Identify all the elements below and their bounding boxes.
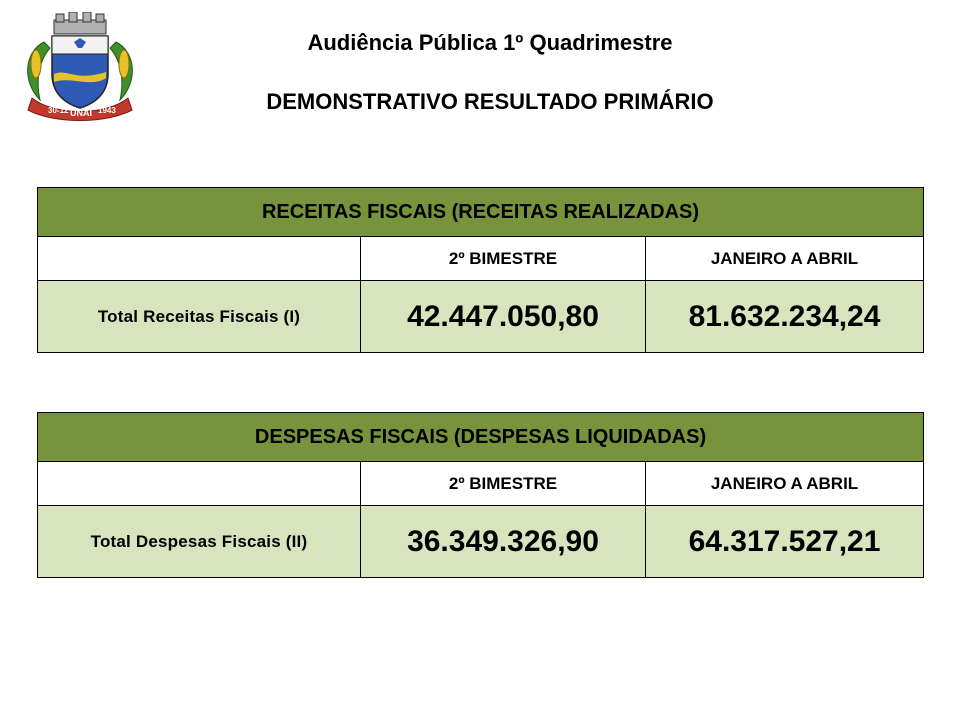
despesas-empty-header-cell (38, 462, 361, 506)
despesas-column-header-row (38, 462, 924, 506)
ribbon-center-text: UNAÍ (70, 108, 92, 118)
page-subtitle: DEMONSTRATIVO RESULTADO PRIMÁRIO (266, 89, 714, 114)
receitas-total-row (38, 281, 924, 353)
despesas-total-row (38, 506, 924, 578)
receitas-value-janeiro-abril: 81.632.234,24 (646, 281, 924, 353)
receitas-col-janeiro-abril: JANEIRO A ABRIL (646, 237, 924, 281)
receitas-row-label: Total Receitas Fiscais (I) (38, 281, 361, 353)
receitas-value-bimestre: 42.447.050,80 (361, 281, 646, 353)
despesas-col-janeiro-abril: JANEIRO A ABRIL (646, 462, 924, 506)
ribbon-right-text: 1943 (98, 106, 116, 115)
receitas-header-row (38, 188, 924, 237)
despesas-value-janeiro-abril: 64.317.527,21 (646, 506, 924, 578)
receitas-heading: RECEITAS FISCAIS (RECEITAS REALIZADAS) (38, 188, 924, 237)
despesas-value-bimestre: 36.349.326,90 (361, 506, 646, 578)
coat-of-arms-logo (14, 12, 146, 122)
receitas-empty-header-cell (38, 237, 361, 281)
despesas-header-row (38, 413, 924, 462)
receitas-col-2o-bimestre: 2º BIMESTRE (361, 237, 646, 281)
ribbon-left-text: 30-12 (48, 106, 69, 115)
page-title: Audiência Pública 1º Quadrimestre (307, 30, 673, 55)
despesas-table (37, 412, 924, 578)
municipal-coat-of-arms-icon (14, 12, 146, 122)
despesas-row-label: Total Despesas Fiscais (II) (38, 506, 361, 578)
receitas-column-header-row (38, 237, 924, 281)
receitas-table (37, 187, 924, 353)
despesas-heading: DESPESAS FISCAIS (DESPESAS LIQUIDADAS) (38, 413, 924, 462)
despesas-col-2o-bimestre: 2º BIMESTRE (361, 462, 646, 506)
